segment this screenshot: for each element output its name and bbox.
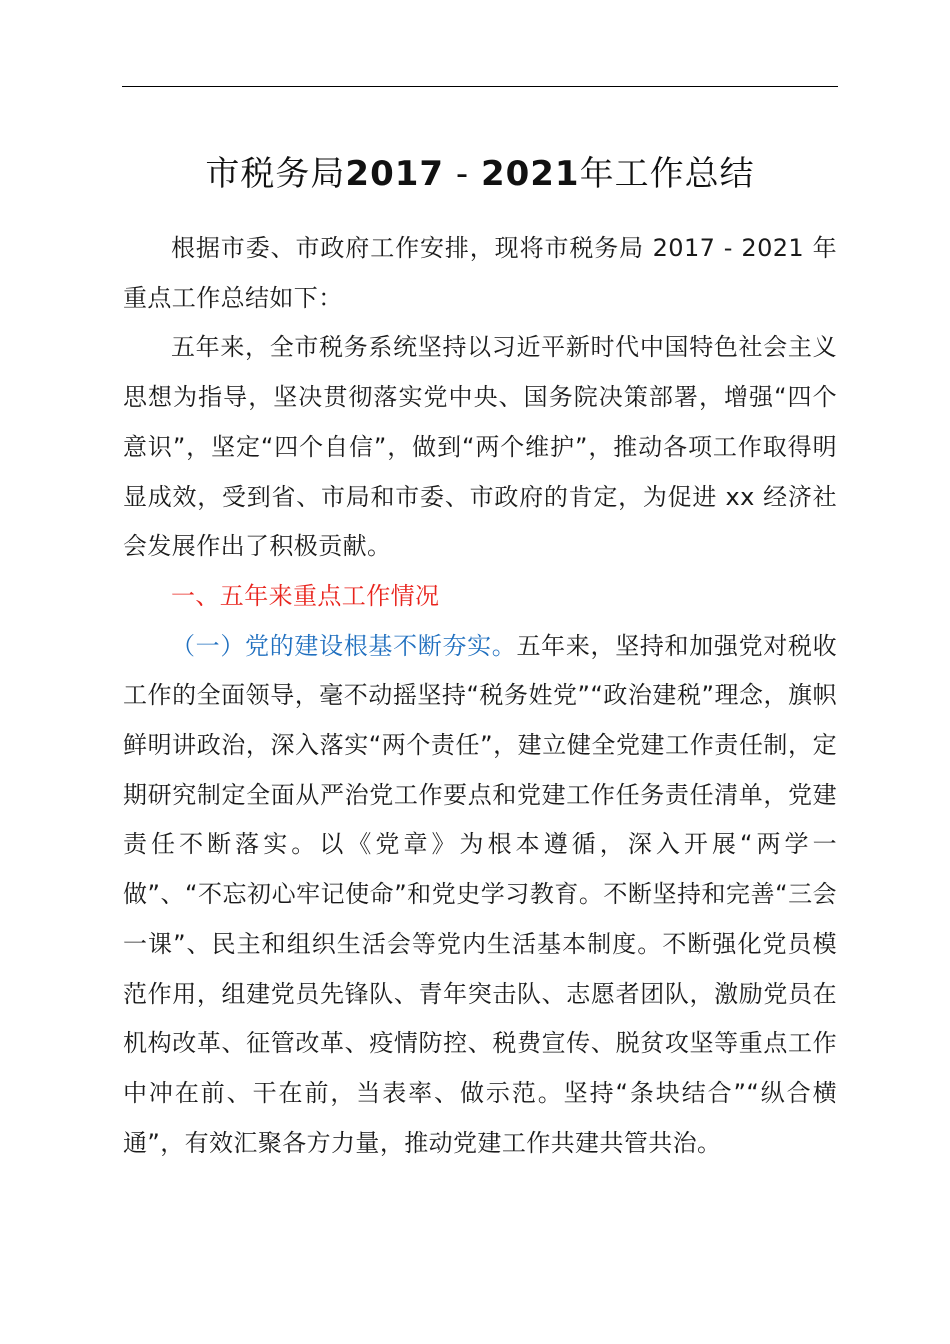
document-title <box>122 146 838 202</box>
title-prefix: 市税务局 <box>205 154 346 194</box>
section-heading: 一、五年来重点工作情况 <box>171 581 440 610</box>
title-year-start: 2017 <box>345 154 445 194</box>
header-rule <box>122 86 838 87</box>
title-dash: - <box>444 154 481 194</box>
subsection-paragraph <box>123 622 837 1169</box>
overview-paragraph: 五年来，全市税务系统坚持以习近平新时代中国特色社会主义思想为指导，坚决贯彻落实党中央、国务院决策部署，增强“四个意识”，坚定“四个自信”，做到“两个维护”，推动各项工作取得明显成效，受到省、市局和市委、市政府的肯定，为促进 xx 经济社会发展作出了积极贡献。 <box>123 333 837 561</box>
intro-paragraph: 根据市委、市政府工作安排，现将市税务局 2017 - 2021 年重点工作总结如下： <box>123 234 837 312</box>
title-suffix: 年工作总结 <box>579 154 755 194</box>
subsection-body: 五年来，坚持和加强党对税收工作的全面领导，毫不动摇坚持“税务姓党”“政治建税”理念，旗帜鲜明讲政治，深入落实“两个责任”，建立健全党建工作责任制，定期研究制定全面从严治党工作要点和党建工作任务责任清单，党建责任不断落实。以《党章》为根本遵循，深入开展“两学一做”、“不忘初心牢记使命”和党史学习教育。不断坚持和完善“三会一课”、民主和组织生活会等党内生活基本制度。不断强化党员模范作用，组建党员先锋队、青年突击队、志愿者团队，激励党员在机构改革、征管改革、疫情防控、税费宣传、脱贫攻坚等重点工作中冲在前、干在前，当表率、做示范。坚持“条块结合”“纵合横通”，有效汇聚各方力量，推动党建工作共建共管共治。 <box>123 631 838 1157</box>
subsection-heading: （一）党的建设根基不断夯实。 <box>171 631 517 660</box>
title-year-end: 2021 <box>480 154 580 194</box>
document-body <box>123 224 837 1168</box>
